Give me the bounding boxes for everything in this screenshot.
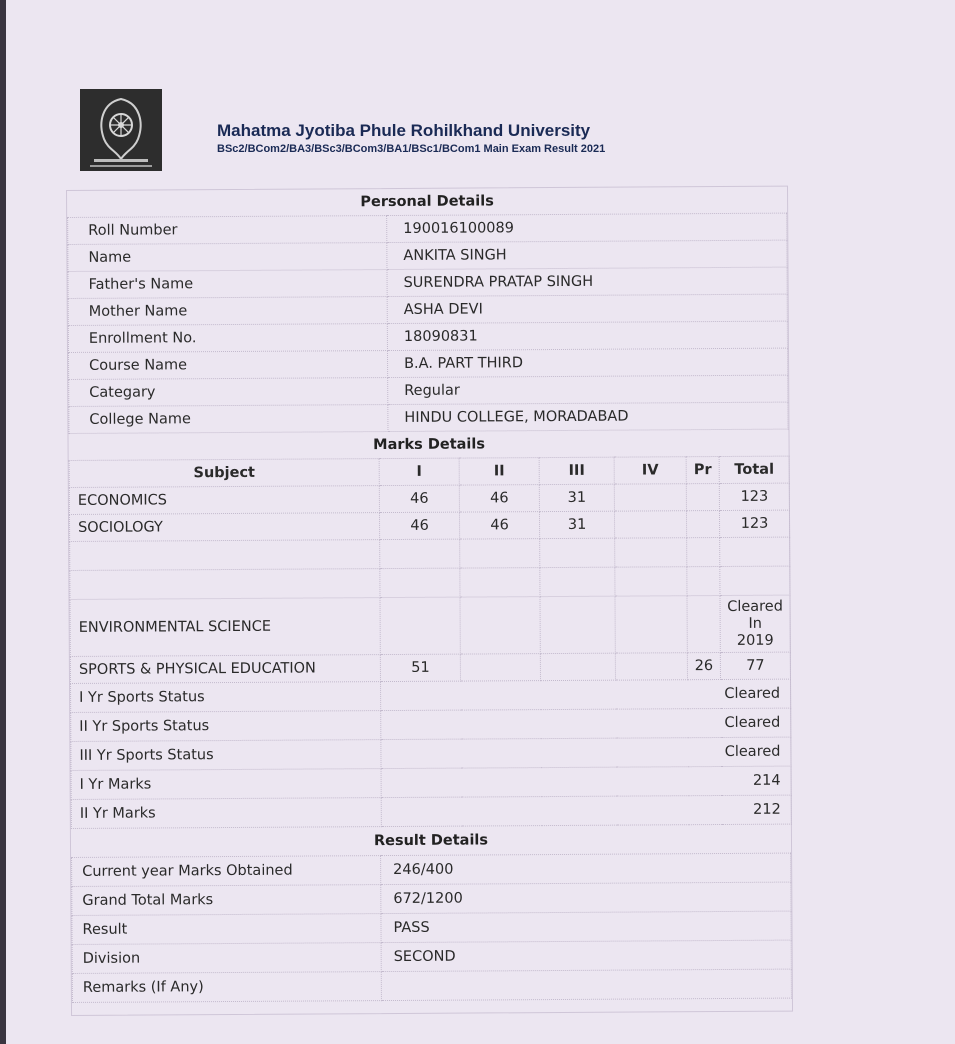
roll-number-label: Roll Number	[68, 216, 387, 245]
grand-total-label: Grand Total Marks	[72, 885, 381, 916]
name-label: Name	[68, 243, 387, 272]
result-sheet	[66, 186, 793, 1016]
table-row	[72, 882, 791, 915]
subject-name: ECONOMICS	[69, 486, 379, 515]
practical-column-header: Pr	[686, 457, 719, 484]
table-row	[72, 853, 791, 886]
status-value: Cleared	[381, 708, 791, 740]
status-label: I Yr Sports Status	[71, 682, 381, 713]
status-label: III Yr Sports Status	[71, 740, 381, 771]
university-logo	[80, 89, 162, 171]
roll-number-value: 190016100089	[387, 213, 787, 242]
category-label: Categary	[69, 378, 388, 407]
result-details-heading: Result Details	[373, 832, 489, 850]
remarks-label: Remarks (If Any)	[72, 972, 381, 1003]
paper-i-column-header: I	[379, 458, 459, 485]
table-row	[71, 679, 791, 712]
total-column-header: Total	[719, 456, 789, 483]
table-row	[71, 766, 791, 799]
status-label: II Yr Sports Status	[71, 711, 381, 742]
status-value: 214	[381, 766, 791, 798]
table-row	[71, 795, 791, 828]
marks-details-table	[68, 430, 791, 829]
college-name-label: College Name	[69, 405, 388, 434]
paper-ii-mark: 46	[459, 485, 539, 512]
paper-ii-mark: 46	[459, 512, 539, 539]
status-label: I Yr Marks	[71, 769, 381, 800]
practical-mark	[686, 484, 719, 511]
course-name-label: Course Name	[68, 351, 387, 380]
grand-total-value: 672/1200	[381, 882, 791, 914]
name-value: ANKITA SINGH	[387, 240, 787, 269]
paper-ii-column-header: II	[459, 458, 539, 485]
paper-iii-mark: 31	[539, 484, 614, 511]
paper-iii-mark: 31	[539, 511, 614, 538]
enrollment-label: Enrollment No.	[68, 324, 387, 353]
status-value: Cleared	[381, 679, 791, 711]
division-label: Division	[72, 943, 381, 974]
table-row	[71, 737, 791, 770]
paper-iv-column-header: IV	[614, 457, 686, 484]
subject-name: SOCIOLOGY	[69, 513, 379, 542]
result-details-table	[71, 825, 792, 1003]
enrollment-value: 18090831	[387, 321, 787, 350]
practical-mark	[686, 511, 719, 538]
marks-details-heading: Marks Details	[373, 436, 486, 454]
paper-iv-mark	[614, 484, 686, 511]
env-science-status: Cleared In 2019	[720, 595, 790, 652]
total-mark: 123	[719, 483, 789, 510]
result-label: Result	[72, 914, 381, 945]
table-row	[72, 911, 791, 944]
table-row	[71, 708, 791, 741]
total-mark: 123	[719, 510, 789, 537]
father-name-value: SURENDRA PRATAP SINGH	[387, 267, 787, 296]
status-value: Cleared	[381, 737, 791, 769]
status-value: 212	[381, 795, 791, 827]
division-value: SECOND	[381, 940, 791, 972]
table-row	[72, 940, 791, 973]
practical-mark: 26	[687, 653, 720, 680]
father-name-label: Father's Name	[68, 270, 387, 299]
table-row	[72, 969, 791, 1002]
result-value: PASS	[381, 911, 791, 943]
subject-column-header: Subject	[69, 459, 379, 488]
current-year-marks-value: 246/400	[381, 853, 791, 885]
empty-row	[70, 566, 790, 599]
paper-iii-column-header: III	[539, 457, 614, 484]
current-year-marks-label: Current year Marks Obtained	[72, 856, 381, 887]
exam-title: BSc2/BCom2/BA3/BSc3/BCom3/BA1/BSc1/BCom1 Main Exam Result 2021	[217, 143, 606, 155]
paper-i-mark: 46	[379, 512, 459, 539]
college-name-value: HINDU COLLEGE, MORADABAD	[388, 402, 788, 431]
course-name-value: B.A. PART THIRD	[387, 348, 787, 377]
empty-row	[70, 537, 790, 570]
personal-details-heading: Personal Details	[360, 193, 494, 211]
mother-name-label: Mother Name	[68, 297, 387, 326]
subject-name: SPORTS & PHYSICAL EDUCATION	[70, 655, 380, 684]
paper-i-mark: 51	[380, 654, 460, 681]
paper-iv-mark	[614, 511, 686, 538]
total-mark: 77	[720, 652, 790, 679]
subject-name: ENVIRONMENTAL SCIENCE	[70, 598, 380, 657]
table-row	[69, 402, 788, 433]
remarks-value	[381, 969, 791, 1001]
paper-i-mark: 46	[379, 485, 459, 512]
status-label: II Yr Marks	[71, 798, 381, 829]
personal-details-table	[67, 187, 788, 434]
university-name: Mahatma Jyotiba Phule Rohilkhand University	[217, 121, 591, 140]
category-value: Regular	[388, 375, 788, 404]
table-row	[70, 595, 790, 656]
mother-name-value: ASHA DEVI	[387, 294, 787, 323]
